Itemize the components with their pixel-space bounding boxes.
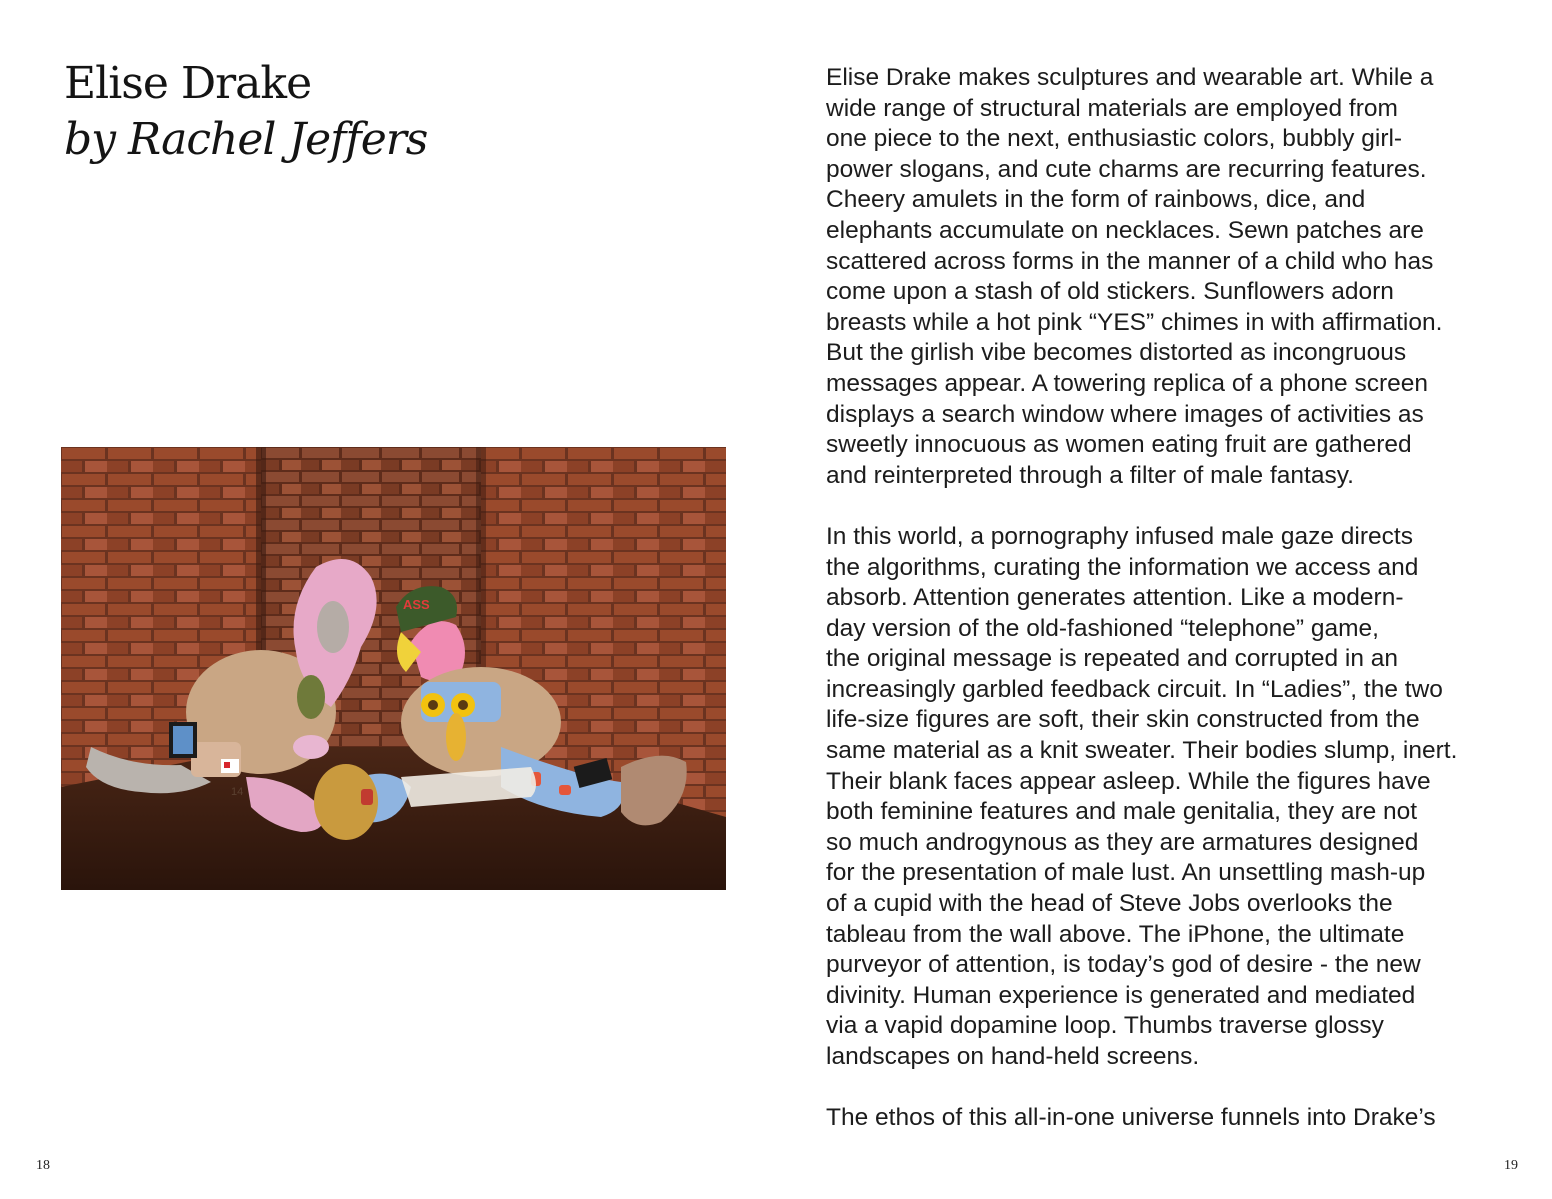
leg-number: 14 [231,786,244,798]
text-line: one piece to the next, enthusiastic colors, bubbly girl- [826,125,1403,153]
page-number-right: 19 [1504,1158,1518,1173]
text-line: tableau from the wall above. The iPhone, the ultimate [826,920,1405,948]
green-knit-shape [297,675,325,719]
text-line: But the girlish vibe becomes distorted as incongruous [826,339,1407,367]
text-line: of a cupid with the head of Steve Jobs overlooks the [826,890,1393,918]
text-line: Cheery amulets in the form of rainbows, dice, and [826,186,1366,214]
text-line: the algorithms, curating the information we access and [826,553,1419,581]
text-line: The ethos of this all-in-one universe funnels into Drake’s [826,1104,1436,1132]
text-line: so much androgynous as they are armatures designed [826,828,1419,856]
text-line: increasingly garbled feedback circuit. In “Ladies”, the two [826,675,1443,703]
artwork-photo [61,447,726,890]
text-line: for the presentation of male lust. An unsettling mash-up [826,859,1426,887]
paragraph-2 [826,522,1516,1073]
text-line: sweetly innocuous as women eating fruit are gathered [826,431,1412,459]
article-body [826,63,1516,1134]
text-line: displays a search window where images of activities as [826,400,1424,428]
artist-name: Elise Drake [64,58,312,109]
yellow-knit-shape [446,713,466,761]
text-line: elephants accumulate on necklaces. Sewn patches are [826,216,1424,244]
sewn-patch [559,785,571,795]
pink-knit-shape [293,735,329,759]
paragraph-3 [826,1103,1516,1134]
text-line: via a vapid dopamine loop. Thumbs traverse glossy [826,1012,1384,1040]
beanie-label: ASS [403,597,430,612]
text-line: Their blank faces appear asleep. While the figures have [826,767,1431,795]
article-title [64,56,427,168]
artwork-illustration [61,447,726,890]
author-byline: by Rachel Jeffers [64,114,428,165]
text-line: breasts while a hot pink “YES” chimes in with affirmation. [826,308,1443,336]
text-line: power slogans, and cute charms are recurring features. [826,155,1427,183]
text-line: the original message is repeated and corrupted in an [826,645,1399,673]
text-line: day version of the old-fashioned “telephone” game, [826,614,1379,642]
paragraph-1 [826,63,1516,491]
text-line: In this world, a pornography infused male gaze directs [826,522,1413,550]
sewn-patch [361,789,373,805]
text-line: come upon a stash of old stickers. Sunflowers adorn [826,278,1394,306]
left-figure-face [317,601,349,653]
text-line: messages appear. A towering replica of a phone screen [826,369,1428,397]
text-line: wide range of structural materials are employed from [826,94,1398,122]
page-number-left: 18 [36,1158,50,1173]
text-line: life-size figures are soft, their skin constructed from the [826,706,1420,734]
text-line: and reinterpreted through a filter of male fantasy. [826,461,1354,489]
text-line: purveyor of attention, is today’s god of desire - the new [826,951,1421,979]
text-line: divinity. Human experience is generated and mediated [826,981,1416,1009]
text-line: Elise Drake makes sculptures and wearable art. While a [826,64,1434,91]
text-line: same material as a knit sweater. Their bodies slump, inert. [826,737,1458,765]
text-line: both feminine features and male genitalia, they are not [826,798,1418,826]
text-line: absorb. Attention generates attention. Like a modern- [826,584,1404,612]
text-line: landscapes on hand-held screens. [826,1043,1200,1070]
text-line: scattered across forms in the manner of a child who has [826,247,1434,275]
